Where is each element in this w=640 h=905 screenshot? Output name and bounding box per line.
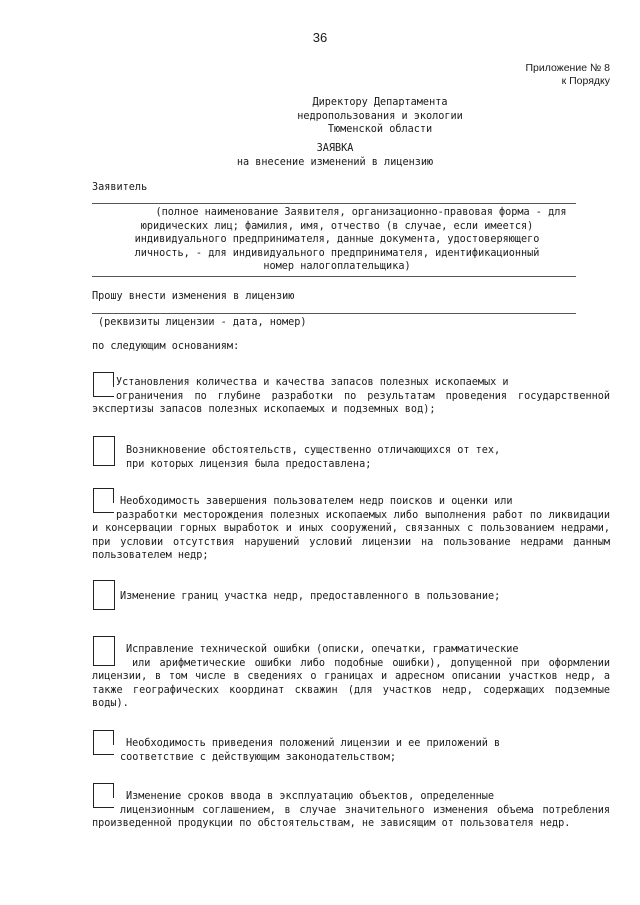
ground-item-4: [120, 590, 600, 604]
title-subheading: на внесение изменений в лицензию: [236, 156, 434, 168]
grounds-label: по следующим основаниям:: [92, 341, 240, 352]
ground-5-text: или арифметические ошибки либо подобные ошибки), допущенной при оформлении лицензии, в том числе в сведениях о границах и адресном описании участков недр, а также географических координат скважин (для участков недр, содержащих подземные воды).: [92, 657, 610, 709]
license-hint: (реквизиты лицензии - дата, номер): [98, 317, 307, 328]
applicant-field-line[interactable]: [92, 203, 576, 204]
applicant-hint-line-1: (полное наименование Заявителя, организационно-правовая форма - для: [155, 207, 567, 218]
addressee-line-1: Директору Департамента: [312, 97, 448, 108]
applicant-label: Заявитель: [92, 182, 148, 193]
ground-5-first-line: Исправление технической ошибки (описки, опечатки, грамматические: [126, 644, 519, 655]
ground-2-first-line: Возникновение обстоятельств, существенно отличающихся от тех,: [126, 445, 501, 456]
ground-item-1: [92, 376, 610, 417]
ground-3-text: разработки месторождения полезных ископаемых либо выполнения работ по ликвидации и консервации горных выработок и иных сооружений, связанных с пользованием недрами, при условии отсутствия нарушений условий лицензии на пользование недрами данным пользователем недр;: [92, 509, 610, 561]
ground-4-first-line: Изменение границ участка недр, предоставленного в пользование;: [120, 591, 501, 602]
ground-checkbox-6[interactable]: [93, 730, 114, 755]
applicant-field-line-2[interactable]: [92, 276, 576, 277]
ground-item-7: [92, 790, 610, 831]
ground-7-text: лицензионным соглашением, в случае значительного изменения объема потребления произведенной продукции по обстоятельствам, не зависящим от пользователя недр.: [92, 804, 610, 829]
addressee-line-2: недропользования и экологии: [297, 110, 463, 122]
ground-6-first-line: Необходимость приведения положений лицензии и ее приложений в: [126, 738, 501, 749]
applicant-hint-line-5: номер налогоплательщика): [263, 261, 411, 272]
license-request-label: Прошу внести изменения в лицензию: [92, 291, 295, 302]
ground-item-5: [92, 643, 610, 711]
applicant-hint-line-2: юридических лиц; фамилия, имя, отчество (в случае, если имеется): [140, 220, 534, 232]
appendix-line-1: Приложение № 8: [525, 62, 610, 74]
title-heading: ЗАЯВКА: [316, 143, 354, 154]
ground-checkbox-4[interactable]: [93, 580, 115, 610]
applicant-hint: [92, 206, 582, 274]
ground-item-3: [92, 495, 610, 563]
ground-6-text: соответствие с действующим законодательством;: [120, 751, 397, 763]
appendix-header: [525, 62, 610, 88]
ground-2-text: при которых лицензия была предоставлена;: [126, 458, 372, 470]
addressee-block: [230, 96, 530, 137]
ground-1-first-line: Установления количества и качества запасов полезных ископаемых и: [116, 377, 509, 388]
page-number: 36: [312, 30, 328, 45]
ground-3-first-line: Необходимость завершения пользователем недр поисков и оценки или: [120, 496, 513, 507]
ground-1-text: ограничения по глубине разработки по результатам проведения государственной экспертизы запасов полезных ископаемых и подземных вод);: [92, 390, 610, 415]
ground-checkbox-2[interactable]: [93, 436, 115, 466]
ground-item-6: [120, 737, 600, 764]
license-field-line[interactable]: [92, 313, 576, 314]
application-title: [180, 142, 490, 169]
appendix-line-2: к Порядку: [561, 75, 610, 87]
applicant-hint-line-4: личность, - для индивидуального предпринимателя, идентификационный: [134, 247, 540, 259]
addressee-line-3: Тюменской области: [327, 124, 433, 135]
applicant-hint-line-3: индивидуального предпринимателя, данные документа, удостоверяющего: [134, 234, 540, 245]
ground-7-first-line: Изменение сроков ввода в эксплуатацию объектов, определенные: [126, 791, 495, 802]
ground-item-2: [126, 444, 606, 471]
